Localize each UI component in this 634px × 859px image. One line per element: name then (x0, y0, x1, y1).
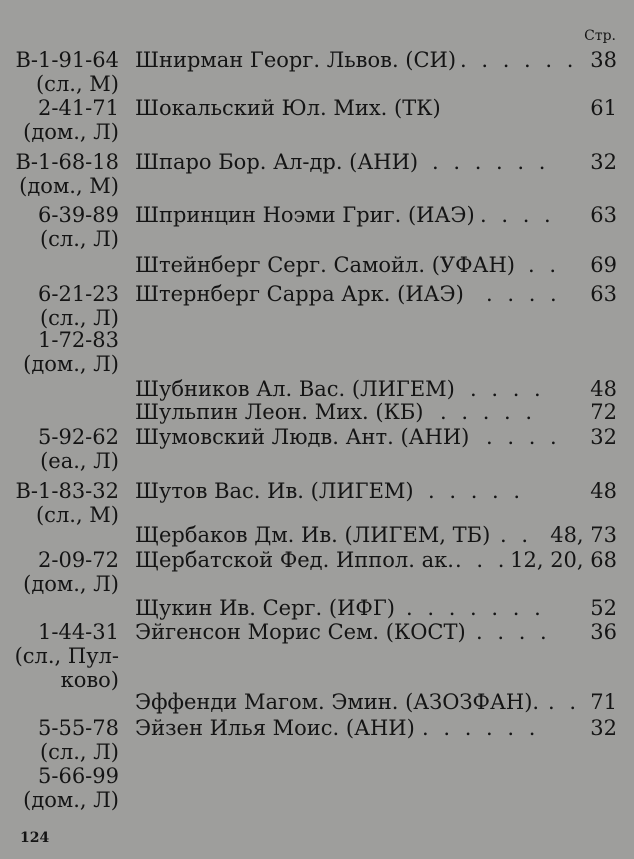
page-ref: 63 (590, 282, 617, 306)
phone-note: (еа., Л) (40, 449, 119, 473)
person-name: Шпринцин Ноэми Григ. (ИАЭ) (135, 203, 475, 227)
leader-dots: . . . . . (440, 400, 537, 424)
phone-number: В-1-83-32 (15, 479, 119, 503)
leader-dots: . . . . (486, 282, 561, 306)
phone-note: (дом., Л) (23, 352, 119, 376)
person-name: Шокальский Юл. Мих. (ТК) (135, 96, 441, 120)
phone-number: 2-09-72 (38, 548, 119, 572)
phone-note: (сл., Пул- (14, 644, 119, 668)
leader-dots: . . . . . (428, 479, 525, 503)
page-ref: 63 (590, 203, 617, 227)
phone-number: В-1-68-18 (15, 150, 119, 174)
person-name: Шутов Вас. Ив. (ЛИГЕМ) (135, 479, 414, 503)
phone-number: В-1-91-64 (15, 48, 119, 72)
leader-dots: . . (528, 253, 561, 277)
page-ref: 36 (590, 620, 617, 644)
leader-dots: . . . . (486, 425, 561, 449)
leader-dots: . . . . (476, 620, 551, 644)
person-name: Щербатской Фед. Иппол. ак. (135, 548, 454, 572)
phone-note: (дом., Л) (23, 120, 119, 144)
phone-note: (сл., Л) (39, 227, 119, 251)
phone-note: (сл., Л) (39, 740, 119, 764)
page-ref: 48 (590, 377, 617, 401)
leader-dots: . . . . . . . (406, 596, 545, 620)
phone-number: 1-44-31 (38, 620, 119, 644)
person-name: Шумовский Людв. Ант. (АНИ) (135, 425, 470, 449)
phone-note: (сл., М) (35, 72, 119, 96)
leader-dots: . . . . (480, 203, 555, 227)
person-name: Эффенди Магом. Эмин. (АЗОЗФАН). (135, 690, 540, 714)
page-number: 124 (20, 830, 50, 846)
person-name: Шульпин Леон. Мих. (КБ) (135, 400, 424, 424)
phone-number: 5-92-62 (38, 425, 119, 449)
person-name: Эйзен Илья Моис. (АНИ) (135, 716, 415, 740)
person-name: Шнирман Георг. Львов. (СИ) (135, 48, 457, 72)
phone-note: (дом., Л) (23, 572, 119, 596)
leader-dots: . . (548, 690, 581, 714)
page-ref: 48 (590, 479, 617, 503)
page-ref: 32 (590, 150, 617, 174)
leader-dots: . . . . (470, 377, 545, 401)
leader-dots: . . . . . . (422, 716, 540, 740)
page-ref: 38 (590, 48, 617, 72)
person-name: Штейнберг Серг. Самойл. (УФАН) (135, 253, 515, 277)
person-name: Шпаро Бор. Ал-др. (АНИ) (135, 150, 419, 174)
page-column-label: Стр. (584, 28, 616, 44)
phone-number: 2-41-71 (38, 96, 119, 120)
page-ref: 48, 73 (550, 523, 617, 547)
phone-note: (дом., Л) (23, 788, 119, 812)
leader-dots: . . . (455, 548, 509, 572)
phone-number: 5-66-99 (38, 764, 119, 788)
leader-dots: . . . . . . (460, 48, 578, 72)
page-ref: 61 (590, 96, 617, 120)
person-name: Щукин Ив. Серг. (ИФГ) (135, 596, 395, 620)
page-ref: 52 (590, 596, 617, 620)
page-ref: 69 (590, 253, 617, 277)
person-name: Эйгенсон Морис Сем. (КОСТ) (135, 620, 466, 644)
phone-note: (сл., М) (35, 503, 119, 527)
phone-number: 6-21-23 (38, 282, 119, 306)
page-ref: 71 (590, 690, 617, 714)
person-name: Штернберг Сарра Арк. (ИАЭ) (135, 282, 464, 306)
phone-number: 6-39-89 (38, 203, 119, 227)
leader-dots: . . . . . . (432, 150, 550, 174)
page-ref: 12, 20, 68 (510, 548, 617, 572)
phone-number: 1-72-83 (38, 328, 119, 352)
page-ref: 32 (590, 716, 617, 740)
phone-note-cont: ково) (60, 668, 119, 692)
page-ref: 72 (590, 400, 617, 424)
phone-note: (дом., М) (19, 174, 119, 198)
phone-note: (сл., Л) (39, 306, 119, 330)
person-name: Щербаков Дм. Ив. (ЛИГЕМ, ТБ) (135, 523, 491, 547)
leader-dots: . . (500, 523, 533, 547)
phone-number: 5-55-78 (38, 716, 119, 740)
person-name: Шубников Ал. Вас. (ЛИГЕМ) (135, 377, 455, 401)
page-ref: 32 (590, 425, 617, 449)
